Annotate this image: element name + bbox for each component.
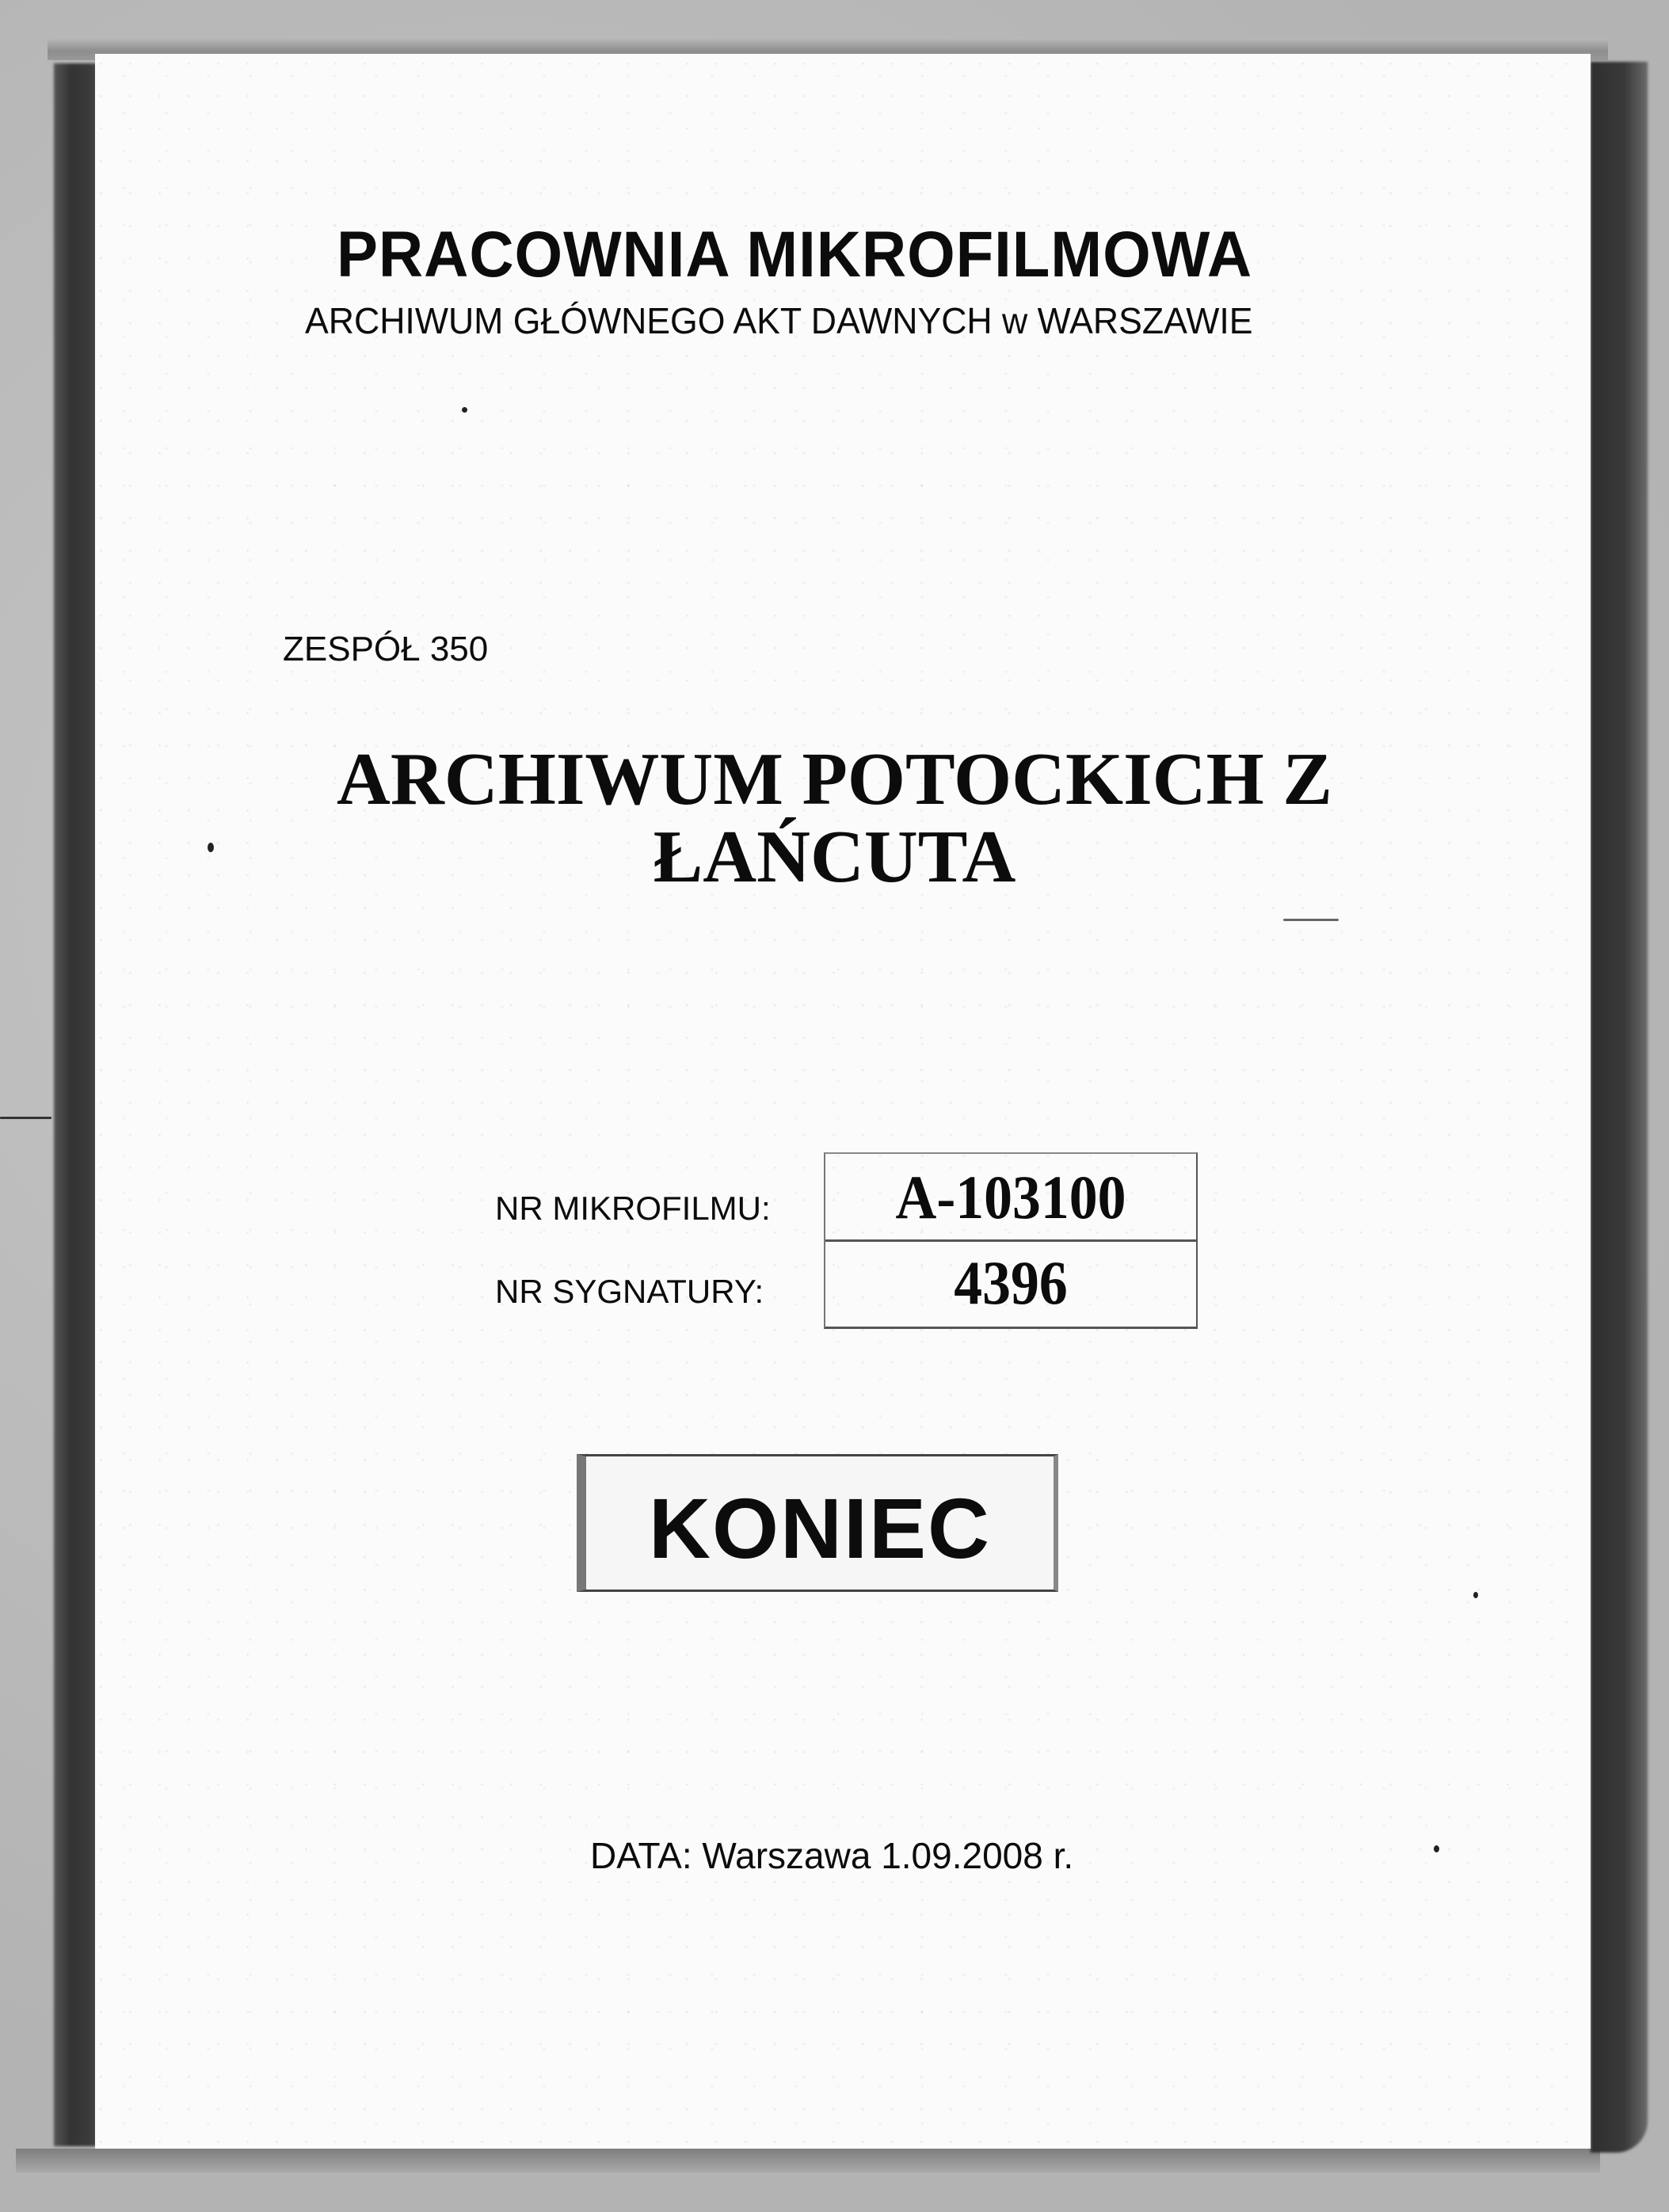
archive-title xyxy=(0,738,1669,898)
film-scratch xyxy=(0,1117,51,1119)
date-line: DATA: Warszawa 1.09.2008 r. xyxy=(590,1835,1074,1876)
end-marker-box xyxy=(577,1454,1058,1592)
header-title: PRACOWNIA MIKROFILMOWA xyxy=(337,219,1253,291)
signature-number-label: NR SYGNATURY: xyxy=(495,1273,764,1310)
page-shadow-right xyxy=(1591,62,1648,2153)
page-shadow-left xyxy=(54,63,97,2146)
archive-title-line-1: ARCHIWUM POTOCKICH Z xyxy=(337,738,1332,820)
signature-number-value: 4396 xyxy=(954,1248,1068,1317)
film-speck xyxy=(208,843,214,852)
film-speck xyxy=(462,407,467,413)
identifier-divider xyxy=(825,1239,1196,1242)
microfilm-number-label: NR MIKROFILMU: xyxy=(495,1190,771,1227)
fonds-label: ZESPÓŁ 350 xyxy=(283,630,489,668)
header-subtitle: ARCHIWUM GŁÓWNEGO AKT DAWNYCH w WARSZAWIE xyxy=(305,300,1253,341)
film-edge-bottom xyxy=(16,2149,1600,2172)
film-speck xyxy=(1473,1592,1478,1598)
film-scratch xyxy=(1283,919,1339,921)
microfilm-number-value: A-103100 xyxy=(895,1163,1126,1232)
end-marker-text: KONIEC xyxy=(648,1480,992,1576)
identifier-box xyxy=(824,1152,1198,1329)
film-speck xyxy=(1434,1845,1439,1852)
archive-title-line-2: ŁAŃCUTA xyxy=(653,816,1016,898)
